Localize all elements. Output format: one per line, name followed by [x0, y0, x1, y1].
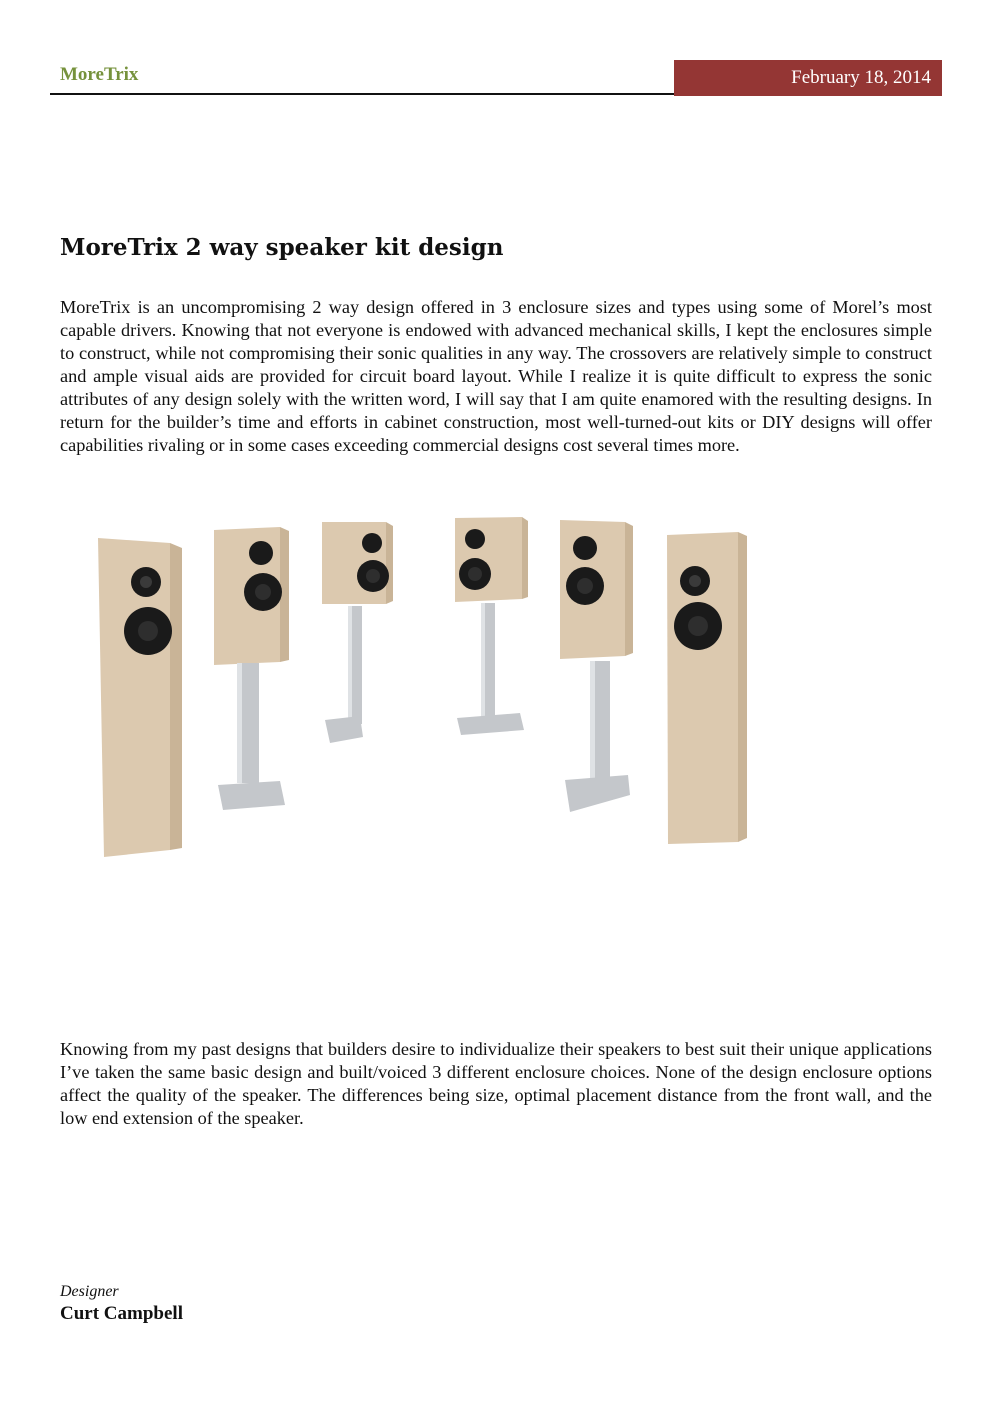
header-rule — [50, 93, 674, 95]
signature-role: Designer — [60, 1283, 119, 1300]
floorstanding-speaker-left — [98, 538, 182, 857]
stand-speaker-center-right — [455, 517, 528, 735]
header-brand: MoreTrix — [60, 64, 139, 85]
speaker-lineup-image — [90, 505, 770, 865]
page-title: MoreTrix 2 way speaker kit design — [60, 234, 504, 261]
header-date-badge: February 18, 2014 — [674, 60, 942, 96]
stand-speaker-left — [214, 527, 289, 810]
floorstanding-speaker-right — [667, 532, 747, 844]
signature-name: Curt Campbell — [60, 1303, 183, 1324]
stand-speaker-right — [560, 520, 633, 812]
stand-speaker-center-left — [322, 522, 393, 743]
enclosure-options-paragraph: Knowing from my past designs that builders desire to individualize their speakers to best suit their unique applications I’ve taken the same basic design and built/voiced 3 different enclosure choices. None of the design enclosure options affect the quality of the speaker. The differences being size, optimal placement distance from the front wall, and the low end extension of the speaker. — [60, 1039, 932, 1128]
intro-paragraph: MoreTrix is an uncompromising 2 way design offered in 3 enclosure sizes and types using some of Morel’s most capable drivers. Knowing that not everyone is endowed with advanced mechanical skills, I kept the enclosures simple to construct, while not compromising their sonic qualities in any way. The crossovers are relatively simple to construct and ample visual aids are provided for circuit board layout. While I realize it is quite difficult to express the sonic attributes of any design solely with the written word, I will say that I am quite enamored with the resulting designs. In return for the builder’s time and efforts in cabinet construction, most well-turned-out kits or DIY designs will offer capabilities rivaling or in some cases exceeding commercial designs cost several times more. — [60, 297, 932, 455]
